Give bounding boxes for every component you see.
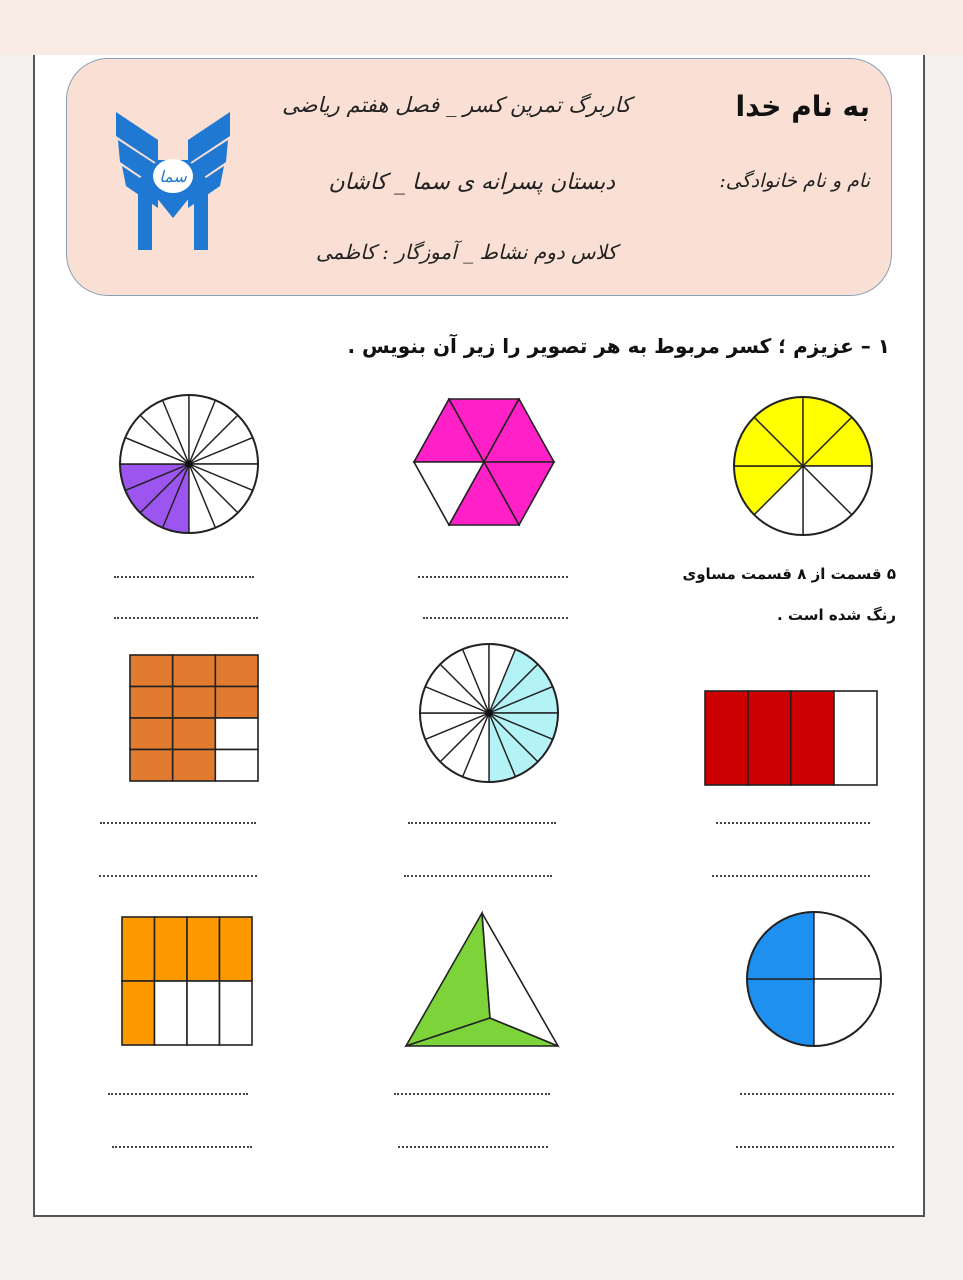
blue-circle-sectors <box>747 912 881 1046</box>
red-rectangle-part <box>791 691 834 785</box>
orange-grid-cell <box>173 718 216 750</box>
answer-blank[interactable] <box>418 576 568 578</box>
bottom-margin-band <box>0 1222 963 1280</box>
orange-grid-figure <box>129 654 259 782</box>
example-answer-line1: ۵ قسمت از ۸ قسمت مساوی <box>682 565 896 583</box>
red-rectangle-parts <box>705 691 877 785</box>
orange-grid-cell <box>173 750 216 782</box>
yellow-circle-sectors <box>734 397 872 535</box>
orange-bars-cells <box>122 917 252 1045</box>
red-rectangle-part <box>748 691 791 785</box>
answer-blank[interactable] <box>99 875 257 877</box>
orange-grid-cell <box>215 718 258 750</box>
magenta-hexagon-figure <box>410 397 558 527</box>
worksheet-title: کاربرگ تمرین کسر _ فصل هفتم ریاضی <box>282 93 631 117</box>
purple-circle-figure <box>116 391 262 537</box>
student-name-label: نام و نام خانوادگی: <box>719 170 870 192</box>
example-answer-line2: رنگ شده است . <box>776 606 896 624</box>
orange-grid-cell <box>215 687 258 719</box>
orange-grid-cell <box>130 655 173 687</box>
red-rectangle-part <box>705 691 748 785</box>
orange-grid-cell <box>130 750 173 782</box>
answer-blank[interactable] <box>716 822 870 824</box>
answer-blank[interactable] <box>740 1093 894 1095</box>
orange-grid-cell <box>130 718 173 750</box>
magenta-hexagon-triangles <box>414 399 554 525</box>
orange-grid-cell <box>173 655 216 687</box>
orange-bars-figure <box>121 916 253 1046</box>
cyan-circle-figure <box>416 640 562 786</box>
school-name: دبستان پسرانه ی سما _ کاشان <box>328 170 615 195</box>
orange-bars-cell <box>187 917 220 981</box>
cyan-circle-sectors <box>420 644 558 782</box>
orange-grid-cell <box>130 687 173 719</box>
orange-grid-cell <box>173 687 216 719</box>
orange-bars-cell <box>220 917 253 981</box>
answer-blank[interactable] <box>423 617 568 619</box>
orange-grid-cell <box>215 750 258 782</box>
answer-blank[interactable] <box>398 1146 548 1148</box>
answer-blank[interactable] <box>112 1146 252 1148</box>
answer-blank[interactable] <box>736 1146 894 1148</box>
orange-grid-cell <box>215 655 258 687</box>
green-triangle-parts <box>406 913 558 1046</box>
orange-bars-cell <box>220 981 253 1045</box>
answer-blank[interactable] <box>114 617 258 619</box>
answer-blank[interactable] <box>114 576 254 578</box>
purple-circle-sectors <box>120 395 258 533</box>
purple-circle-center <box>186 461 193 468</box>
yellow-circle-figure <box>730 393 876 539</box>
answer-blank[interactable] <box>712 875 870 877</box>
basmala-title: به نام خدا <box>735 90 870 123</box>
red-rectangle-part <box>834 691 877 785</box>
orange-grid-cells <box>130 655 258 781</box>
answer-blank[interactable] <box>404 875 552 877</box>
red-rectangle-figure <box>704 690 878 786</box>
logo-text: سما <box>159 167 187 186</box>
orange-bars-cell <box>155 917 188 981</box>
answer-blank[interactable] <box>100 822 256 824</box>
class-teacher-line: کلاس دوم نشاط _ آموزگار : کاظمی <box>316 240 617 264</box>
answer-blank[interactable] <box>408 822 556 824</box>
question-text: ۱ – عزیزم ؛ کسر مربوط به هر تصویر را زیر آن بنویس . <box>347 334 890 358</box>
answer-blank[interactable] <box>108 1093 248 1095</box>
cyan-circle-center <box>486 710 493 717</box>
answer-blank[interactable] <box>394 1093 550 1095</box>
blue-circle-figure <box>744 909 884 1049</box>
orange-bars-cell <box>187 981 220 1045</box>
orange-bars-cell <box>122 917 155 981</box>
green-triangle-figure <box>402 910 562 1050</box>
orange-bars-cell <box>122 981 155 1045</box>
top-margin-band <box>0 0 963 55</box>
azad-university-logo-icon <box>108 100 238 250</box>
orange-bars-cell <box>155 981 188 1045</box>
